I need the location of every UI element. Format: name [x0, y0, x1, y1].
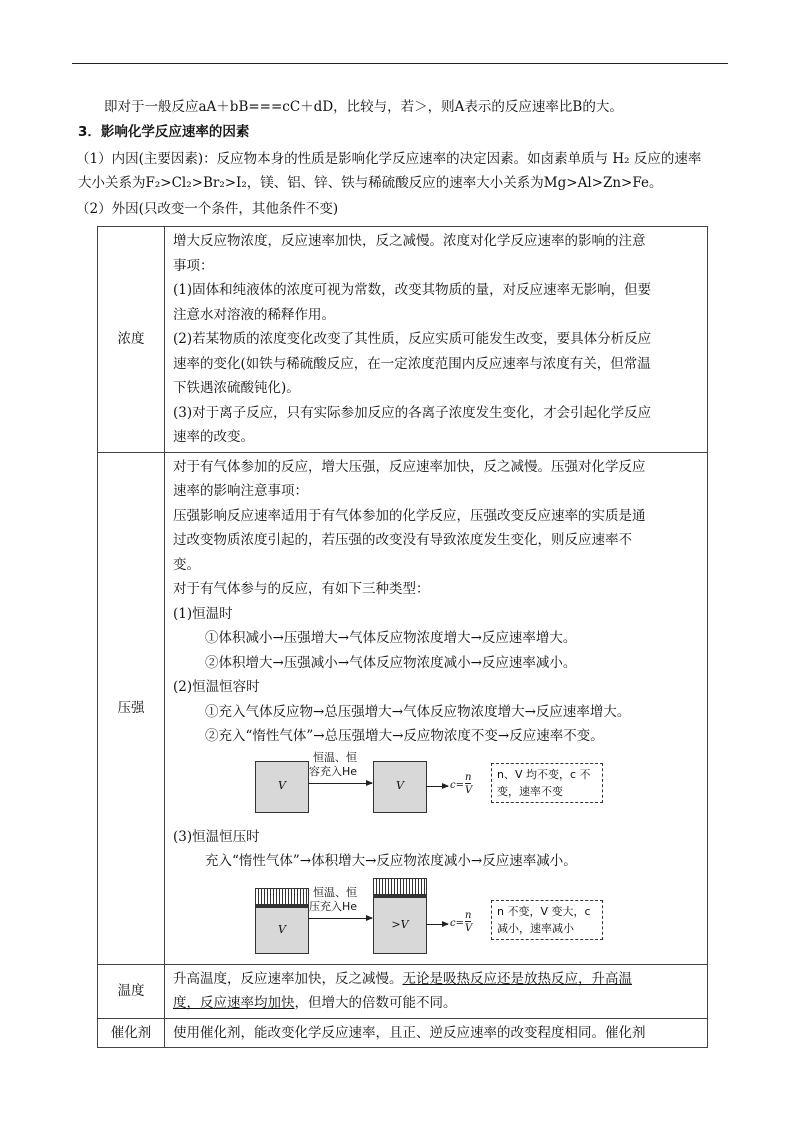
row-label-concentration: 浓度 [98, 227, 165, 453]
table-row-pressure [98, 452, 708, 964]
table-row-concentration [98, 227, 708, 453]
formula-n: n [465, 909, 472, 921]
arrow-icon [426, 924, 448, 925]
text-line: 增大反应物浓度，反应速率加快，反之减慢。浓度对化学反应速率的影响的注意 [173, 233, 646, 249]
note-box [491, 763, 603, 803]
text-line: 速率的变化(如铁与稀硫酸反应，在一定浓度范围内反应速率与浓度有关，但常温 [173, 355, 651, 372]
arrow-label-bottom: 压充入He [309, 899, 358, 913]
container-after: V [373, 761, 427, 813]
text-line: ②体积增大→压强减小→气体反应物浓度减小→反应速率减小。 [205, 654, 577, 671]
text-line: 使用催化剂，能改变化学反应速率，且正、逆反应速率的改变程度相同。催化剂 [173, 1024, 646, 1041]
arrow-icon [308, 783, 372, 784]
row-content-catalyst [165, 1018, 708, 1048]
text-line: 对于有气体参加的反应，增大压强，反应速率加快，反之减慢。压强对化学反应 [173, 458, 646, 475]
text-line: (1)固体和纯液体的浓度可视为常数，改变其物质的量，对反应速率无影响，但要 [173, 282, 652, 298]
intro-line: 即对于一般反应aA＋bB===cC＋dD，比较与，若＞，则A表示的反应速率比B的大。 [104, 99, 623, 115]
note-line: 变，速率不变 [497, 784, 563, 798]
note-line: n、V 均不变，c 不 [497, 767, 591, 781]
row-label-catalyst: 催化剂 [98, 1018, 165, 1048]
note-line: n 不变，V 变大，c [497, 904, 591, 918]
text-line: 事项： [173, 257, 214, 274]
formula-n: n [465, 771, 472, 783]
text-line: 压强影响反应速率适用于有气体参加的化学反应，压强改变反应速率的实质是通 [173, 507, 646, 524]
section-title: 3．影响化学反应速率的因素 [78, 124, 250, 140]
table-row-catalyst [98, 1018, 708, 1048]
header-rule [72, 63, 728, 64]
row-content-pressure [165, 452, 708, 964]
text-line: (3)对于离子反应，只有实际参加反应的各离子浓度发生变化，才会引起化学反应 [173, 404, 652, 421]
internal-factor-line-2: 大小关系为F₂>Cl₂>Br₂>I₂，镁、铝、锌、铁与稀硫酸反应的速率大小关系为Mg>Al>Zn>Fe。 [78, 175, 663, 191]
note-line: 减小，速率减小 [497, 921, 574, 935]
text-line: 充入“惰性气体”→体积增大→反应物浓度减小→反应速率减小。 [205, 853, 577, 869]
text-line: 速率的改变。 [173, 429, 254, 445]
factors-table [97, 226, 708, 1048]
text-line: (2)若某物质的浓度变化改变了其性质，反应实质可能发生改变，要具体分析反应 [173, 331, 652, 347]
container-after: >V [373, 897, 427, 954]
arrow-label-bottom: 容充入He [309, 764, 358, 778]
text-span: ，但增大的倍数可能不同。 [294, 995, 457, 1011]
formula-c: c= [450, 779, 464, 791]
formula-c: c= [450, 917, 464, 929]
text-line: (2)恒温恒容时 [173, 679, 260, 695]
row-content-concentration [165, 227, 708, 453]
note-box [491, 900, 603, 940]
text-line: (3)恒温恒压时 [173, 828, 260, 845]
container-before: V [255, 761, 309, 813]
constant-volume-diagram [173, 751, 699, 819]
piston-icon [255, 888, 309, 905]
text-line: ①充入气体反应物→总压强增大→气体反应物浓度增大→反应速率增大。 [205, 703, 631, 720]
container-before: V [255, 907, 309, 954]
text-line: 速率的影响注意事项： [173, 483, 308, 499]
arrow-icon [426, 786, 448, 787]
arrow-icon [308, 918, 372, 919]
row-label-pressure: 压强 [98, 452, 165, 964]
text-line: 变。 [173, 556, 200, 573]
internal-factor-line-1: （1）内因(主要因素)：反应物本身的性质是影响化学反应速率的决定因素。如卤素单质与 H₂ 反应的速率 [76, 151, 702, 167]
text-line: 注意水对溶液的稀释作用。 [173, 306, 335, 323]
text-line: (1)恒温时 [173, 605, 233, 622]
row-label-temperature: 温度 [98, 964, 165, 1018]
text-line: 对于有气体参与的反应，有如下三种类型： [173, 581, 430, 597]
underlined-text: 度，反应速率均加快 [173, 995, 295, 1011]
text-line: ②充入“惰性气体”→总压强增大→反应物浓度不变→反应速率不变。 [205, 728, 604, 744]
row-content-temperature [165, 964, 708, 1018]
formula-v: V [465, 784, 473, 796]
text-line: 过改变物质浓度引起的，若压强的改变没有导致浓度发生变化，则反应速率不 [173, 532, 632, 548]
text-span: 升高温度，反应速率加快，反之减慢。 [173, 970, 403, 987]
text-line: ①体积减小→压强增大→气体反应物浓度增大→反应速率增大。 [205, 630, 577, 646]
text-line: 下铁遇浓硫酸钝化)。 [173, 380, 300, 396]
piston-icon [373, 878, 427, 895]
arrow-label-top: 恒温、恒 [313, 750, 357, 764]
external-factor-line: （2）外因(只改变一个条件，其他条件不变) [76, 201, 339, 217]
constant-pressure-diagram [173, 876, 699, 958]
arrow-label-top: 恒温、恒 [313, 885, 357, 899]
table-row-temperature [98, 964, 708, 1018]
underlined-text: 无论是吸热反应还是放热反应，升高温 [402, 970, 632, 987]
formula-v: V [465, 922, 473, 934]
